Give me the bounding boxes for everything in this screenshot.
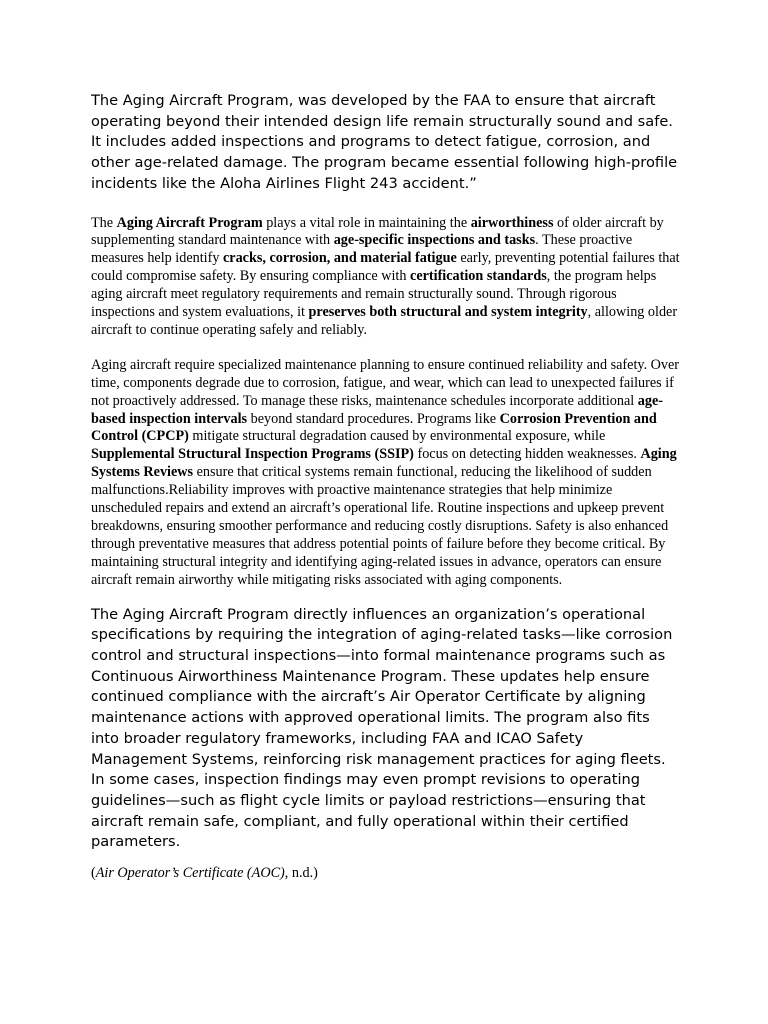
paragraph-aging-aircraft-intro: The Aging Aircraft Program, was developed by the FAA to ensure that aircraft operating beyond their intended design life remain structurally sound and safe. It includes added inspections and programs to detect fatigue, corrosion, and other age-related damage. The program became essential following high-profile incidents like the Aloha Airlines Flight 243 accident.”	[91, 92, 678, 192]
citation: (Air Operator’s Certificate (AOC), n.d.)	[91, 865, 318, 882]
document-page	[91, 91, 681, 882]
citation-title: Air Operator’s Certificate (AOC)	[95, 865, 285, 882]
paragraph-maintenance-planning: Aging aircraft require specialized maintenance planning to ensure continued reliability and safety. Over time, components degrade due to corrosion, fatigue, and wear, which can lead to unexpected failures if not proactively addressed. To manage these risks, maintenance schedules incorporate additional age-based inspection intervals beyond standard procedures. Programs like Corrosion Prevention and Control (CPCP) mitigate structural degradation caused by environmental exposure, while Supplemental Structural Inspection Programs (SSIP) focus on detecting hidden weaknesses. Aging Systems Reviews ensure that critical systems remain functional, reducing the likelihood of sudden malfunctions.Reliability improves with proactive maintenance strategies that help minimize unscheduled repairs and extend an aircraft’s operational life. Routine inspections and upkeep prevent breakdowns, ensuring smoother performance and reducing costly disruptions. Safety is also enhanced through preventative measures that address potential points of failure before they become critical. By maintaining structural integrity and identifying aging-related issues in advance, operators can ensure aircraft remain airworthy while mitigating risks associated with aging components.	[91, 356, 680, 588]
paragraph-operational-specifications: The Aging Aircraft Program directly influences an organization’s operational specifications by requiring the integration of aging-related tasks—like corrosion control and structural inspections—into formal maintenance programs such as Continuous Airworthiness Maintenance Program. These updates help ensure continued compliance with the aircraft’s Air Operator Certificate by aligning maintenance actions with approved operational limits. The program also fits into broader regulatory frameworks, including FAA and ICAO Safety Management Systems, reinforcing risk management practices for aging fleets. In some cases, inspection findings may even prompt revisions to operating guidelines—such as flight cycle limits or payload restrictions—ensuring that aircraft remain safe, compliant, and fully operational within their certified parameters.	[91, 605, 673, 851]
paragraph-airworthiness: The Aging Aircraft Program plays a vital role in maintaining the airworthiness of older aircraft by supplementing standard maintenance with age-specific inspections and tasks. These proactive measures help identify cracks, corrosion, and material fatigue early, preventing potential failures that could compromise safety. By ensuring compliance with certification standards, the program helps aging aircraft meet regulatory requirements and remain structurally sound. Through rigorous inspections and system evaluations, it preserves both structural and system integrity, allowing older aircraft to continue operating safely and reliably.	[91, 214, 680, 338]
